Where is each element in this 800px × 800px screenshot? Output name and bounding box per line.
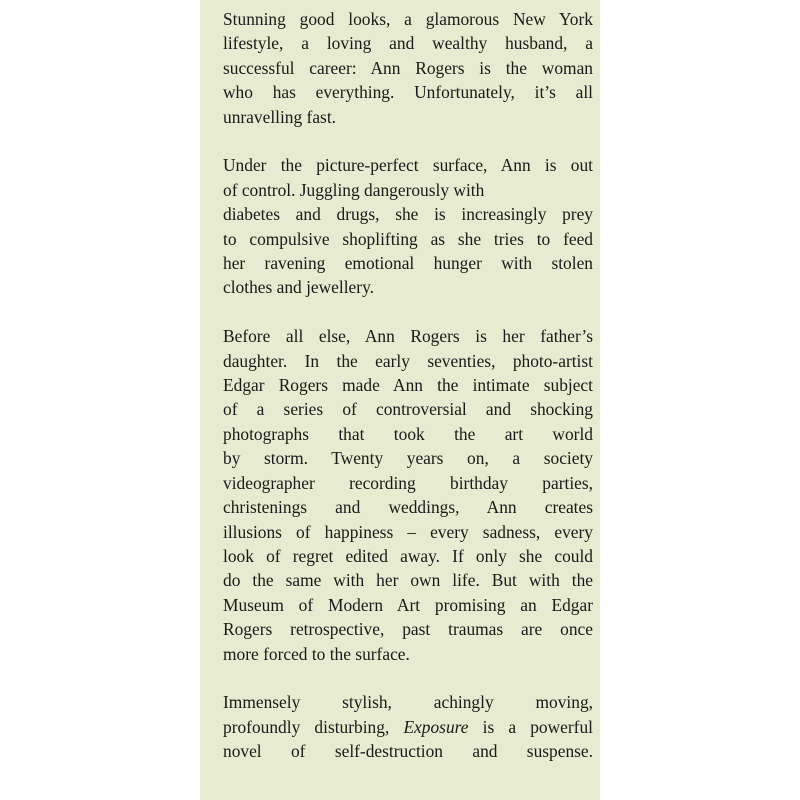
blurb-line: unravelling fast. [223, 106, 337, 127]
blurb-line: Stunning good looks, a glamorous New York [223, 9, 593, 29]
blurb-line: illusions of happiness – every sadness, every [223, 521, 593, 542]
blurb-line: her ravening emotional hunger with stolen [223, 253, 593, 274]
blurb-line-start: profoundly disturbing, [223, 716, 390, 737]
blurb-line: Edgar Rogers made Ann the intimate subject [223, 375, 593, 396]
blurb-line: christenings and weddings, Ann creates [223, 497, 593, 518]
blurb-line: Rogers retrospective, past traumas are once [223, 619, 593, 640]
blurb-line: of control. Juggling dangerously with [223, 179, 485, 200]
blurb-line-end: is a powerful [482, 716, 593, 737]
blurb-line: novel of self-destruction and suspense. [223, 741, 593, 762]
blurb-line: daughter. In the early seventies, photo-artist [223, 350, 593, 371]
book-title: Exposure [403, 716, 469, 737]
blurb-text [223, 7, 593, 788]
blurb-line: photographs that took the art world [223, 423, 593, 444]
blurb-line: by storm. Twenty years on, a society [223, 448, 593, 469]
blurb-line: Before all else, Ann Rogers is her father’s [223, 326, 593, 347]
blurb-line: Museum of Modern Art promising an Edgar [223, 594, 593, 615]
blurb-line: clothes and jewellery. [223, 277, 374, 298]
blurb-line: look of regret edited away. If only she could [223, 545, 593, 566]
book-blurb-panel [200, 0, 600, 800]
blurb-line: videographer recording birthday parties, [223, 472, 593, 493]
blurb-line: who has everything. Unfortunately, it’s all [223, 82, 593, 103]
blurb-line-with-title [223, 715, 593, 739]
blurb-line: do the same with her own life. But with the [223, 570, 593, 591]
blurb-paragraph-3 [223, 324, 593, 666]
blurb-line: more forced to the surface. [223, 643, 410, 664]
blurb-line: diabetes and drugs, she is increasingly prey [223, 204, 593, 225]
blurb-line: lifestyle, a loving and wealthy husband, a [223, 33, 593, 54]
blurb-paragraph-1 [223, 7, 593, 129]
blurb-paragraph-2 [223, 153, 593, 299]
blurb-line: to compulsive shoplifting as she tries to feed [223, 228, 593, 249]
blurb-line: successful career: Ann Rogers is the woman [223, 57, 593, 78]
blurb-paragraph-4 [223, 690, 593, 763]
blurb-line: Immensely stylish, achingly moving, [223, 692, 593, 713]
blurb-line: of a series of controversial and shocking [223, 399, 593, 420]
blurb-line: Under the picture-perfect surface, Ann is out [223, 155, 593, 176]
